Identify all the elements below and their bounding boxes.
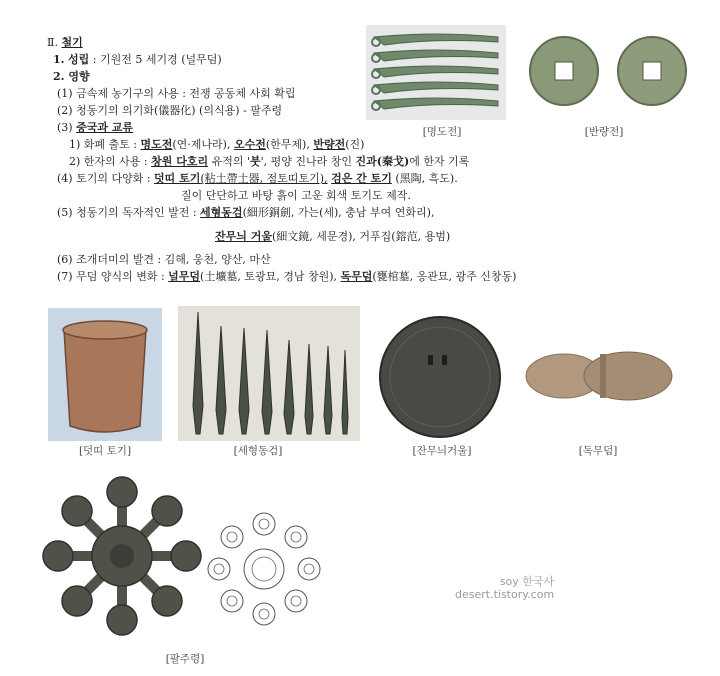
pottery-dutti-note: (粘土帶土器, 점토띠토기),: [200, 172, 328, 185]
heading-title: 철기: [61, 36, 83, 49]
s1-number: 1.: [53, 53, 65, 66]
pottery-dutti: 덧띠 토기: [154, 172, 201, 185]
mingdao-coin-photo: [366, 25, 506, 120]
caption-sehyeong: [세형동검]: [233, 445, 283, 457]
item-3-number: (3): [57, 121, 73, 134]
item-3b-end: 에 한자 기록: [409, 155, 470, 168]
tomb-dok-note: (甕棺墓, 옹관묘, 광주 신창동): [372, 270, 517, 283]
tomb-dok: 독무덤: [340, 270, 373, 283]
item-3a: [69, 138, 364, 152]
brush-term: 붓: [250, 155, 261, 168]
item-3: [57, 121, 133, 135]
caption-banliang: [반량전]: [584, 126, 624, 138]
section-1: [53, 53, 222, 67]
item-5-prefix: (5) 청동기의 독자적인 발전 :: [57, 206, 197, 219]
coin-wuzhu: 오수전: [233, 138, 266, 151]
coin-mingdao-note: (연·제나라),: [172, 138, 231, 151]
watermark-line2: desert.tistory.com: [455, 588, 555, 601]
mirror-janmunui: 잔무늬 거울: [215, 230, 272, 243]
banliang-coin-photo: [524, 30, 692, 112]
coin-banliang: 반량전: [313, 138, 346, 151]
janmunui-mirror-photo: [376, 313, 504, 441]
qin-ge-term: 진과(秦戈): [355, 155, 410, 168]
item-3b: [69, 155, 469, 169]
item-4-cont: 질이 단단하고 바탕 흙이 고운 회색 토기도 제작.: [181, 189, 411, 202]
mirror-janmunui-note: (細文鏡, 세문경), 거푸집(鎔范, 용범): [271, 230, 451, 243]
s1-text: : 기원전 5 세기경 (널무덤): [92, 53, 222, 66]
item-7: [57, 270, 516, 284]
pottery-black-note: (黑陶, 흑도).: [395, 172, 458, 185]
dutti-pottery-photo: [48, 308, 162, 441]
pottery-black: 검은 간 토기: [331, 172, 392, 185]
caption-mingdao: [명도전]: [422, 126, 462, 138]
coin-wuzhu-note: (한무제),: [265, 138, 310, 151]
item-4: [57, 172, 458, 186]
watermark: [455, 575, 554, 601]
item-5-cont: [215, 230, 450, 244]
item-1: (1) 금속제 농기구의 사용 : 전쟁 공동체 사회 확립: [57, 87, 296, 100]
watermark-line1: soy 한국사: [499, 575, 555, 588]
dokmudeom-photo: [520, 348, 676, 404]
dagger-sehyeong-note: (細形銅劍, 가는(세), 충남 부여 연화리),: [242, 206, 435, 219]
coin-mingdao: 명도전: [140, 138, 173, 151]
paljuryeong-photo: [38, 476, 206, 636]
site-daho-ri: 창원 다호리: [151, 155, 209, 168]
caption-dokmudeom: [독무덤]: [578, 445, 618, 457]
dagger-sehyeong: 세형동검: [200, 206, 243, 219]
s1-label: 성립: [67, 53, 90, 66]
paljuryeong-drawing: [206, 510, 322, 628]
item-7-prefix: (7) 무덤 양식의 변화 :: [57, 270, 165, 283]
heading-number: Ⅱ.: [47, 36, 58, 49]
item-5: [57, 206, 434, 220]
section-heading: [47, 36, 83, 50]
item-3b-mid2: ', 평양 진나라 창인: [260, 155, 353, 168]
coin-banliang-note: (진): [345, 138, 365, 151]
caption-paljuryeong: [팔주령]: [165, 653, 205, 665]
item-3b-mid1: 유적의 ': [211, 155, 250, 168]
caption-dutti: [덧띠 토기]: [78, 445, 132, 457]
tomb-neol-note: (土壙墓, 토광묘, 경남 창원),: [200, 270, 337, 283]
sehyeong-dagger-photo: [178, 306, 360, 441]
section-2: 2. 영향: [53, 70, 90, 83]
item-3-label: 중국과 교류: [76, 121, 134, 134]
caption-janmunui: [잔무늬거울]: [412, 445, 472, 457]
item-4-prefix: (4) 토기의 다양화 :: [57, 172, 151, 185]
item-2: (2) 청동기의 의기화(儀器化) (의식용) - 팔주령: [57, 104, 283, 117]
item-6: (6) 조개더미의 발견 : 김해, 웅천, 양산, 마산: [57, 253, 271, 266]
item-3a-prefix: 1) 화폐 출토 :: [69, 138, 137, 151]
tomb-neol: 널무덤: [168, 270, 201, 283]
item-3b-prefix: 2) 한자의 사용 :: [69, 155, 148, 168]
